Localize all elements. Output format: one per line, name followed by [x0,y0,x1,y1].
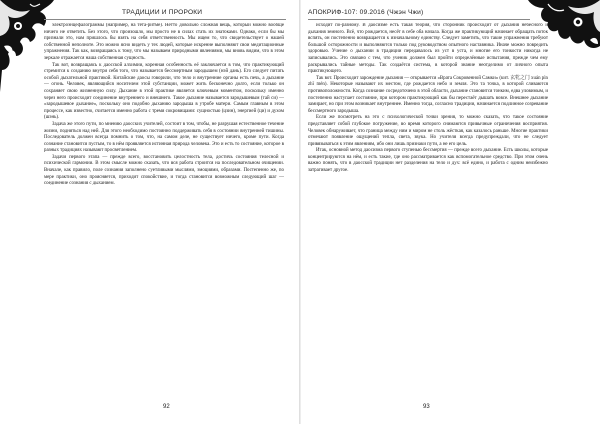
paragraph: исходит по-разному. В даосизме есть такая теория, что сторонник происходит от дыхания небесного и дыхания земного. Всё, что рождается, несёт в себе оба начала. Когда же практикующий начинает обращать поток вспять, он постепенно возвращается к изначальному единству. Следует заметить, что такие упражнения требуют большой осторожности и выполняются только под руководством опытного наставника. Иначе можно повредить здоровью. Учение о дыхании в традиции передавалось из уст в уста, и многие его тонкости никогда не записывались. Это связано с тем, что ученик должен был пройти определённые испытания, прежде чем ему раскрывались тайные методы. Так создаётся система, в которой знание неотделимо от личного опыта практикующего. [308,23,548,75]
paragraph: Так вот. Происходит зарождение дыхания — открывается «Врата Сокровенной Самки» (кит. 玄牝之门 xuán pìn zhī mén). Некоторые называют их местом, где рождается небо и земля. Это та точка, в которой сливаются противоположности. Когда сознание сосредоточено в этой области, дыхание становится тонким, едва уловимым, и постепенно наступает состояние, при котором практикующий как бы перестаёт дышать вовсе. Внешнее дыхание замирает, но при этом возникает внутреннее. Именно тогда, согласно традиции, начинается подлинное созревание бессмертного зародыша. [308,75,548,114]
running-header: ТРАДИЦИИ И ПРОРОКИ [122,9,203,16]
body-text-column [308,23,548,389]
header-rule [44,19,286,20]
paragraph: Если же посмотреть на это с психологической точки зрения, то можно сказать, что такое состояние представляет собой глубокое погружение, во время которого снимаются привычные ограничения восприятия. Человек обнаруживает, что граница между ним и миром не столь жёсткая, как казалось раньше. Многие практики отмечают появление ощущений тепла, света, звука. Но учителя всегда предупреждали, что не следует привязываться к этим явлениям, ибо они лишь признаки пути, а не его цель. [308,115,548,147]
page-number: 92 [163,404,170,410]
paragraph: электроэнцефалограммы (например, на тета-ритме). Нетто довольно сложная вещь, который можно вообще ничего не ответить. Без этого, что произошло, мы просто не в силах стать их знатоками. Однако, если бы мы признали это, нам пришлось бы взять на себя ответственность. Мы ищем то, что свидетельствует о нашей собственной неполноте. Это можно ясно видеть у тех людей, которые искренне выполняют свои медитационные упражнения. Так как, возвращаясь к тому, что мы называем природными явлениями, мы вновь видим, что в этом зеркале отражается наша собственная сущность. [44,23,284,61]
right-page [300,0,600,424]
paragraph: Итак, основной метод даосизма первого ступенью бессмертия — прежде всего дыхание. Есть школы, которые концентрируются на нём, и есть такие, где оно рассматривается как вспомогательное средство. При этом очень важно понять, что в даосской традиции нет разделения на тело и дух: всё едино, и работа с одним неизбежно затрагивает другое. [308,148,548,174]
paragraph: Так вот, возвращаясь к даосской алхимии, коренная особенность её заключается в том, что практикующий стремится к созданию внутри себя того, что называется бессмертным зародышем (нэй дань). Его следует питать особой дыхательной практикой. Китайские даосы говорили, что тело и внутренние органы есть печь, а дыхание — огонь. Человек, являющийся носителем этой субстанции, может жить бесконечно долго, если только он сохраняет свою жизненную силу. Дыхание в этой практике является ключевым моментом, поскольку именно через него происходит соединение внутреннего и внешнего. Такое дыхание называется зародышевым (тай си) — «зародышевое дыхание», поскольку оно подобно дыханию зародыша в утробе матери. Самым главным в этом процессе, как известно, считается именно работа с тремя сокровищами: сущностью (цзин), энергией (ци) и духом (шэнь). [44,62,284,121]
header-rule [308,19,530,20]
paragraph: Задачи первого этапа — прежде всего, восстановить целостность тела, достичь состояния телесной и психической гармонии. В этом смысле можно сказать, что вся работа строится на последовательном очищении. Вначале, как правило, поле сознания заполнено суетливыми мыслями, эмоциями, образами. Постепенно же, по мере практики, оно проясняется, приходит спокойствие, и тогда становится возможным следующий шаг — соединение сознания с дыханием. [44,154,284,187]
running-header: АПОКРИФ-107: 09.2016 (Чжэн Чжи) [308,9,424,16]
paragraph: Задача же этого пути, по мнению даосских учителей, состоит в том, чтобы, не разрушая естественное течение жизни, подняться над ней. Для этого необходимо постоянно поддерживать себя в состоянии внутренней тишины. Последователь должен всегда помнить о том, что, на самом деле, не существует ничего, кроме пути. Когда сознание становится пустым, то в нём проявляется истинная природа человека. Это и есть то состояние, которое в разных традициях называют просветлением. [44,121,284,154]
body-text-column [44,23,284,389]
page-number: 93 [423,404,430,410]
